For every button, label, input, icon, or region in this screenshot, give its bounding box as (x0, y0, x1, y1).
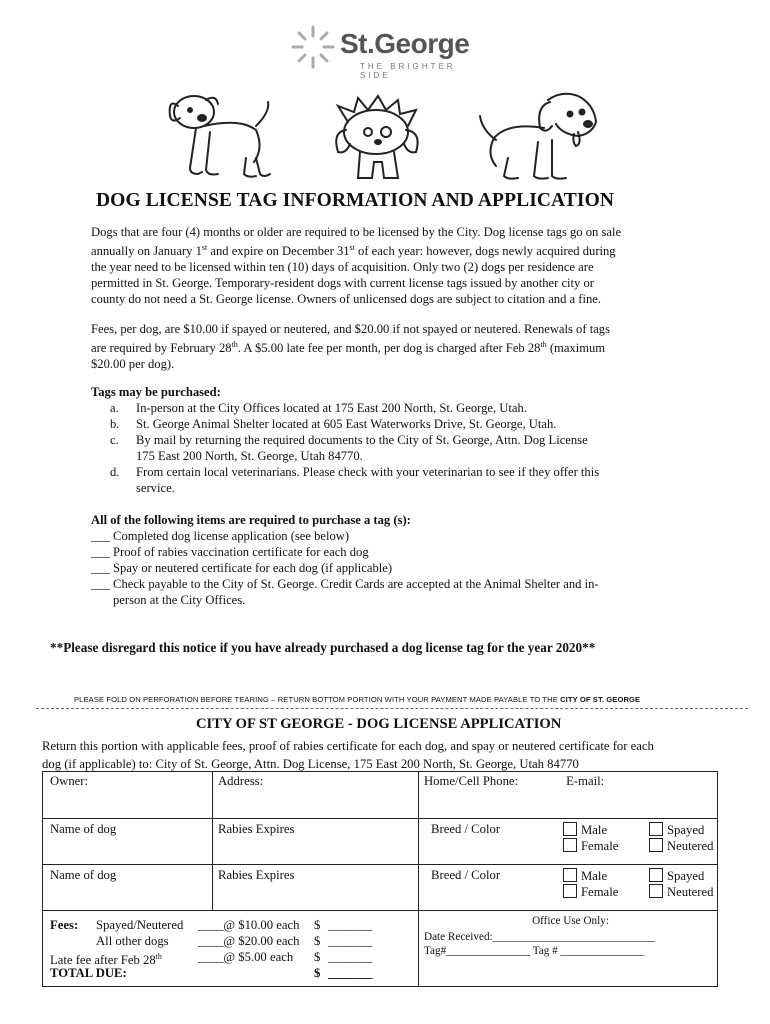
perforation-line (36, 708, 748, 709)
address-field[interactable]: Address: (213, 772, 419, 819)
fee-other-label: All other dogs (96, 934, 169, 948)
document-title: DOG LICENSE TAG INFORMATION AND APPLICATION (96, 190, 615, 211)
dog2-rabies-field[interactable]: Rabies Expires (213, 865, 419, 911)
logo-name: St.George (340, 28, 470, 59)
dog1-male-option[interactable]: Male (563, 822, 643, 838)
purchase-list (110, 400, 670, 496)
tag-number-field[interactable]: Tag#_______________ Tag # _______________ (424, 945, 645, 957)
total-due-label: TOTAL DUE: (50, 966, 127, 980)
fee-late-count[interactable]: ____@ $5.00 each (198, 950, 294, 964)
dog1-rabies-field[interactable]: Rabies Expires (213, 819, 419, 865)
purchase-item: d. From certain local veterinarians. Please check with your veterinarian to see if they offer this service. (110, 465, 600, 495)
checkbox-icon (649, 868, 663, 882)
dog-illustration-left (160, 88, 276, 184)
dog2-fixed (643, 865, 718, 911)
dog2-breed-field[interactable]: Breed / Color (419, 865, 564, 911)
dog2-female-option[interactable]: Female (563, 884, 643, 900)
checkbox-icon (563, 822, 577, 836)
total-due-field[interactable]: _______ (328, 966, 373, 980)
fee-other-count[interactable]: ____@ $20.00 each (198, 934, 300, 948)
sun-icon (290, 24, 336, 70)
dog-illustration-middle (328, 92, 428, 184)
fee-late-label: Late fee after Feb 28th (50, 952, 162, 968)
checkbox-icon (563, 884, 577, 898)
fee-spayed-label: Spayed/Neutered (96, 918, 184, 932)
purchase-item: c. By mail by returning the required documents to the City of St. George, Attn. Dog License 175 East 200 North, St. George, Utah 84770. (110, 433, 588, 463)
checkbox-icon (649, 838, 663, 852)
date-received-field[interactable]: Date Received:_____________________________ (424, 931, 655, 943)
fee-late-total[interactable]: _______ (328, 950, 373, 964)
dog2-spayed-option[interactable]: Spayed (649, 868, 717, 884)
purchase-item: b. St. George Animal Shelter located at 605 East Waterworks Drive, St. George, Utah. (110, 417, 557, 431)
dog1-breed-field[interactable]: Breed / Color (419, 819, 564, 865)
dog2-name-field[interactable]: Name of dog (43, 865, 213, 911)
dog2-neutered-option[interactable]: Neutered (649, 884, 717, 900)
fee-other-total[interactable]: _______ (328, 934, 373, 948)
fee-spayed-count[interactable]: ____@ $10.00 each (198, 918, 300, 932)
contact-field[interactable]: Home/Cell Phone: E-mail: (419, 772, 718, 819)
office-use-section (419, 911, 718, 987)
checkbox-icon (649, 822, 663, 836)
dog1-fixed (643, 819, 718, 865)
required-item: ___ Spay or neutered certificate for each dog (if applicable) (91, 561, 393, 575)
purchase-heading: Tags may be purchased: (91, 385, 221, 399)
fees-section: Fees: Spayed/Neutered ____@ $10.00 each $ _______ All other dogs ____@ $20.00 each $ _______ Late fee after Feb 28th ____@ $5.00 each $ _______ TOTAL DUE: $ _______ (43, 911, 419, 987)
checkbox-icon (649, 884, 663, 898)
dog1-sex (563, 819, 643, 865)
dog2-sex (563, 865, 643, 911)
dog2-male-option[interactable]: Male (563, 868, 643, 884)
st-george-logo (290, 20, 490, 80)
fold-instruction: PLEASE FOLD ON PERFORATION BEFORE TEARING – RETURN BOTTOM PORTION WITH YOUR PAYMENT MADE PAYABLE TO THE CITY OF ST. GEORGE (74, 695, 641, 704)
intro-line: permitted in St. George. Temporary-resident dogs with current license tags issued by another city or (91, 276, 594, 291)
disregard-notice: **Please disregard this notice if you have already purchased a dog license tag for the year 2020** (50, 640, 596, 655)
owner-field[interactable]: Owner: (43, 772, 213, 819)
dog-illustration-right (478, 88, 602, 184)
fee-spayed-total[interactable]: _______ (328, 918, 373, 932)
intro-paragraph (91, 224, 681, 307)
checkbox-icon (563, 838, 577, 852)
application-intro: Return this portion with applicable fees, proof of rabies certificate for each dog, and spay or neutered certificate for each dog (if applicable) to: City of St. George, Attn. Dog License, 175 East 200 North, St. George, Utah 84770 (42, 739, 654, 771)
required-item: ___ Check payable to the City of St. George. Credit Cards are accepted at the Animal Shelter and in- (91, 577, 599, 591)
fees-line: $20.00 per dog). (91, 357, 175, 372)
checkbox-icon (563, 868, 577, 882)
required-item: ___ Proof of rabies vaccination certificate for each dog (91, 545, 369, 559)
purchase-item: a. In-person at the City Offices located at 175 East 200 North, St. George, Utah. (110, 401, 527, 415)
application-form (42, 771, 718, 987)
required-item: ___ Completed dog license application (see below) (91, 529, 350, 543)
dog1-neutered-option[interactable]: Neutered (649, 838, 717, 854)
office-use-heading: Office Use Only: (532, 915, 609, 927)
dog1-spayed-option[interactable]: Spayed (649, 822, 717, 838)
required-heading: All of the following items are required to purchase a tag (s): (91, 513, 411, 527)
application-title: CITY OF ST GEORGE - DOG LICENSE APPLICATION (196, 716, 562, 732)
dog1-name-field[interactable]: Name of dog (43, 819, 213, 865)
intro-line: the year need to be licensed within ten (10) days of acquisition. Only two (2) dogs per residence are (91, 260, 594, 275)
intro-line: annually on January 1st and expire on December 31st of each year: however, dogs newly acquired during (91, 243, 616, 259)
dog1-female-option[interactable]: Female (563, 838, 643, 854)
intro-line: county do not need a St. George license. Owners of unlicensed dogs are subject to citation and a fine. (91, 292, 602, 307)
fees-paragraph (91, 321, 681, 372)
required-list (91, 512, 681, 608)
logo-tagline: THE BRIGHTER SIDE (360, 62, 456, 80)
intro-line: Dogs that are four (4) months or older are required to be licensed by the City. Dog license tags go on sale (91, 225, 622, 239)
required-item-continuation: person at the City Offices. (113, 593, 246, 607)
fees-line: Fees, per dog, are $10.00 if spayed or neutered, and $20.00 if not spayed or neutered. Renewals of tags (91, 322, 610, 336)
fees-line: are required by February 28th. A $5.00 late fee per month, per dog is charged after Feb 28th (maximum (91, 340, 606, 356)
